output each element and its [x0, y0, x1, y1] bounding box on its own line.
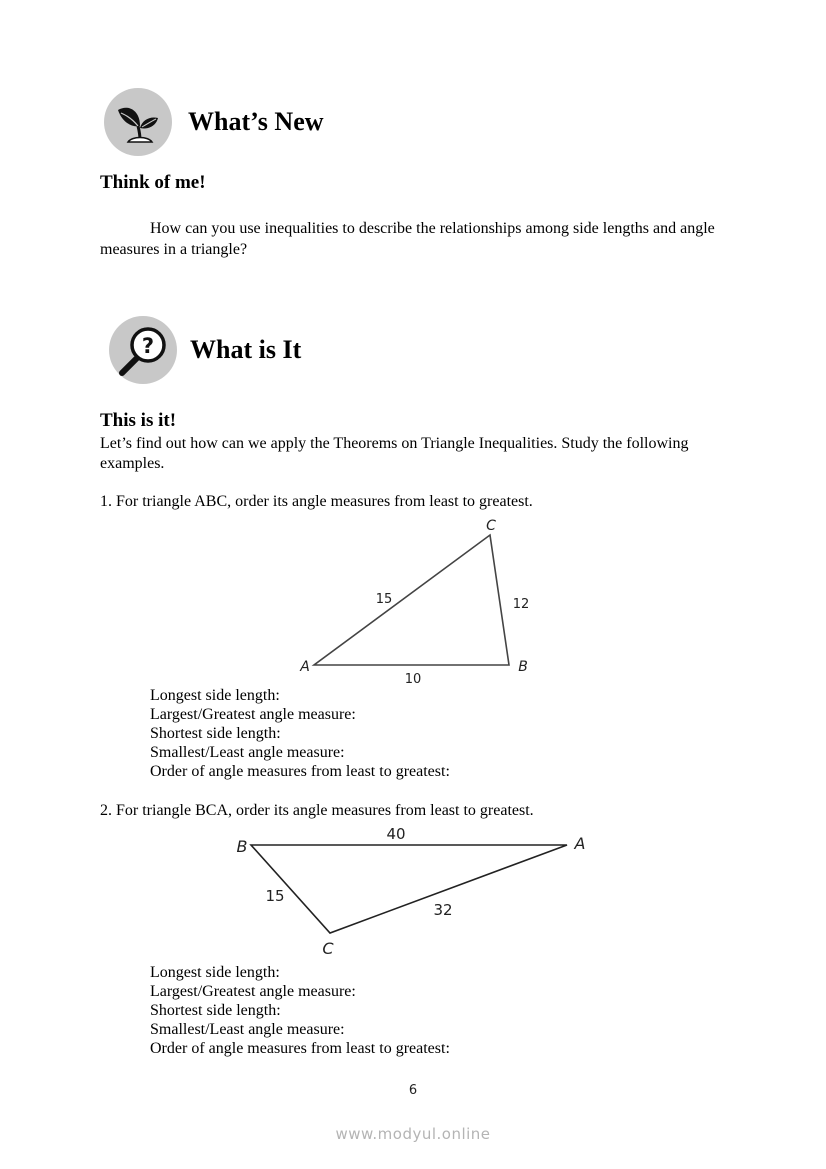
example-1-prompt: 1. For triangle ABC, order its angle measures from least to greatest.	[100, 493, 533, 510]
think-paragraph-line1: How can you use inequalities to describe the relationships among side lengths and angle	[150, 220, 715, 237]
question-shortest-side: Shortest side length:	[150, 1002, 281, 1019]
section-title-whats-new: What’s New	[188, 107, 324, 136]
side-label-ba: 40	[386, 825, 406, 843]
vertex-label-a: A	[574, 834, 586, 853]
vertex-label-c: C	[322, 939, 334, 958]
vertex-label-b: B	[236, 837, 248, 856]
page-number: 6	[408, 1083, 418, 1098]
question-shortest-side: Shortest side length:	[150, 725, 281, 742]
question-smallest-angle: Smallest/Least angle measure:	[150, 1021, 345, 1038]
side-label-ac: 15	[375, 592, 393, 607]
question-smallest-angle: Smallest/Least angle measure:	[150, 744, 345, 761]
intro-line1: Let’s find out how can we apply the Theorems on Triangle Inequalities. Study the following	[100, 435, 689, 452]
vertex-label-b: B	[518, 659, 528, 675]
question-order-angles: Order of angle measures from least to greatest:	[150, 1040, 450, 1057]
vertex-label-c: C	[486, 518, 496, 534]
question-longest-side: Longest side length:	[150, 687, 280, 704]
question-largest-angle: Largest/Greatest angle measure:	[150, 706, 356, 723]
example-1-questions	[150, 686, 450, 781]
subheading-this-is-it: This is it!	[100, 410, 177, 431]
section-title-what-is-it: What is It	[190, 335, 302, 364]
triangle-1	[299, 518, 529, 687]
think-paragraph-line2: measures in a triangle?	[100, 241, 248, 258]
example-2-questions	[150, 963, 450, 1058]
triangle-2	[237, 825, 586, 958]
subheading-think-of-me: Think of me!	[100, 172, 206, 193]
side-label-bc: 15	[265, 887, 285, 905]
svg-text:?: ?	[141, 334, 155, 358]
question-longest-side: Longest side length:	[150, 964, 280, 981]
watermark-link[interactable]: www.modyul.online	[335, 1125, 491, 1143]
intro-line2: examples.	[100, 455, 165, 472]
example-2-prompt: 2. For triangle BCA, order its angle measures from least to greatest.	[100, 802, 534, 819]
question-largest-angle: Largest/Greatest angle measure:	[150, 983, 356, 1000]
side-label-ca: 32	[433, 901, 453, 919]
side-label-ab: 10	[404, 672, 422, 687]
question-order-angles: Order of angle measures from least to greatest:	[150, 763, 450, 780]
side-label-bc: 12	[512, 597, 530, 612]
vertex-label-a: A	[300, 659, 310, 675]
